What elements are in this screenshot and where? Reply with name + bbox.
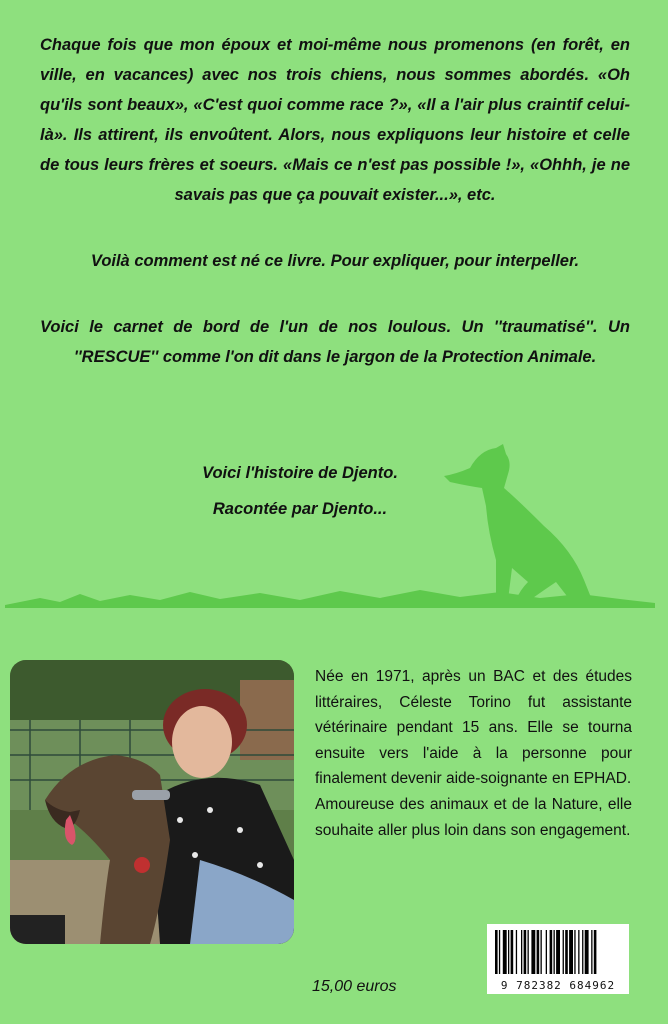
author-with-dog-image <box>10 660 294 944</box>
author-bio <box>315 664 632 843</box>
barcode-icon <box>487 924 629 976</box>
blurb-paragraph-2: Voilà comment est né ce livre. Pour expliquer, pour interpeller. <box>90 252 580 270</box>
bio-paragraph-1: Née en 1971, après un BAC et des études littéraires, Céleste Torino fut assistante vétérinaire pendant 15 ans. Elle se tourna ensuite vers l'aide à la personne pour finalement devenir aide-soignante en EPHAD. <box>315 668 632 788</box>
back-cover-blurb <box>40 30 630 408</box>
isbn-digits: 9 782382 684962 <box>500 979 616 992</box>
blurb-paragraph-1: Chaque fois que mon époux et moi-même nous promenons (en forêt, en ville, en vacances) avec nos trois chiens, nous sommes abordés. «Oh qu'ils sont beaux», «C'est quoi comme race ?», «Il a l'air plus craintif celui-là». Ils attirent, ils envoûtent. Alors, nous expliquons leur histoire et celle de tous leurs frères et soeurs. «Mais ce n'est pas possible !», «Ohhh, je ne savais pas que ça pouvait exister...», etc. <box>40 36 630 204</box>
author-photo <box>10 660 294 944</box>
signoff-line-1: Voici l'histoire de Djento. <box>202 464 398 482</box>
price-label: 15,00 euros <box>312 978 397 995</box>
blurb-paragraph-3: Voici le carnet de bord de l'un de nos loulous. Un ''traumatisé''. Un ''RESCUE'' comme l'on dit dans le jargon de la Protection Animale. <box>40 318 630 366</box>
isbn-barcode <box>487 924 629 994</box>
signoff-line-2: Racontée par Djento... <box>212 500 388 518</box>
dog-silhouette-icon <box>0 440 668 615</box>
bio-paragraph-2: Amoureuse des animaux et de la Nature, elle souhaite aller plus loin dans son engagement. <box>315 795 632 839</box>
